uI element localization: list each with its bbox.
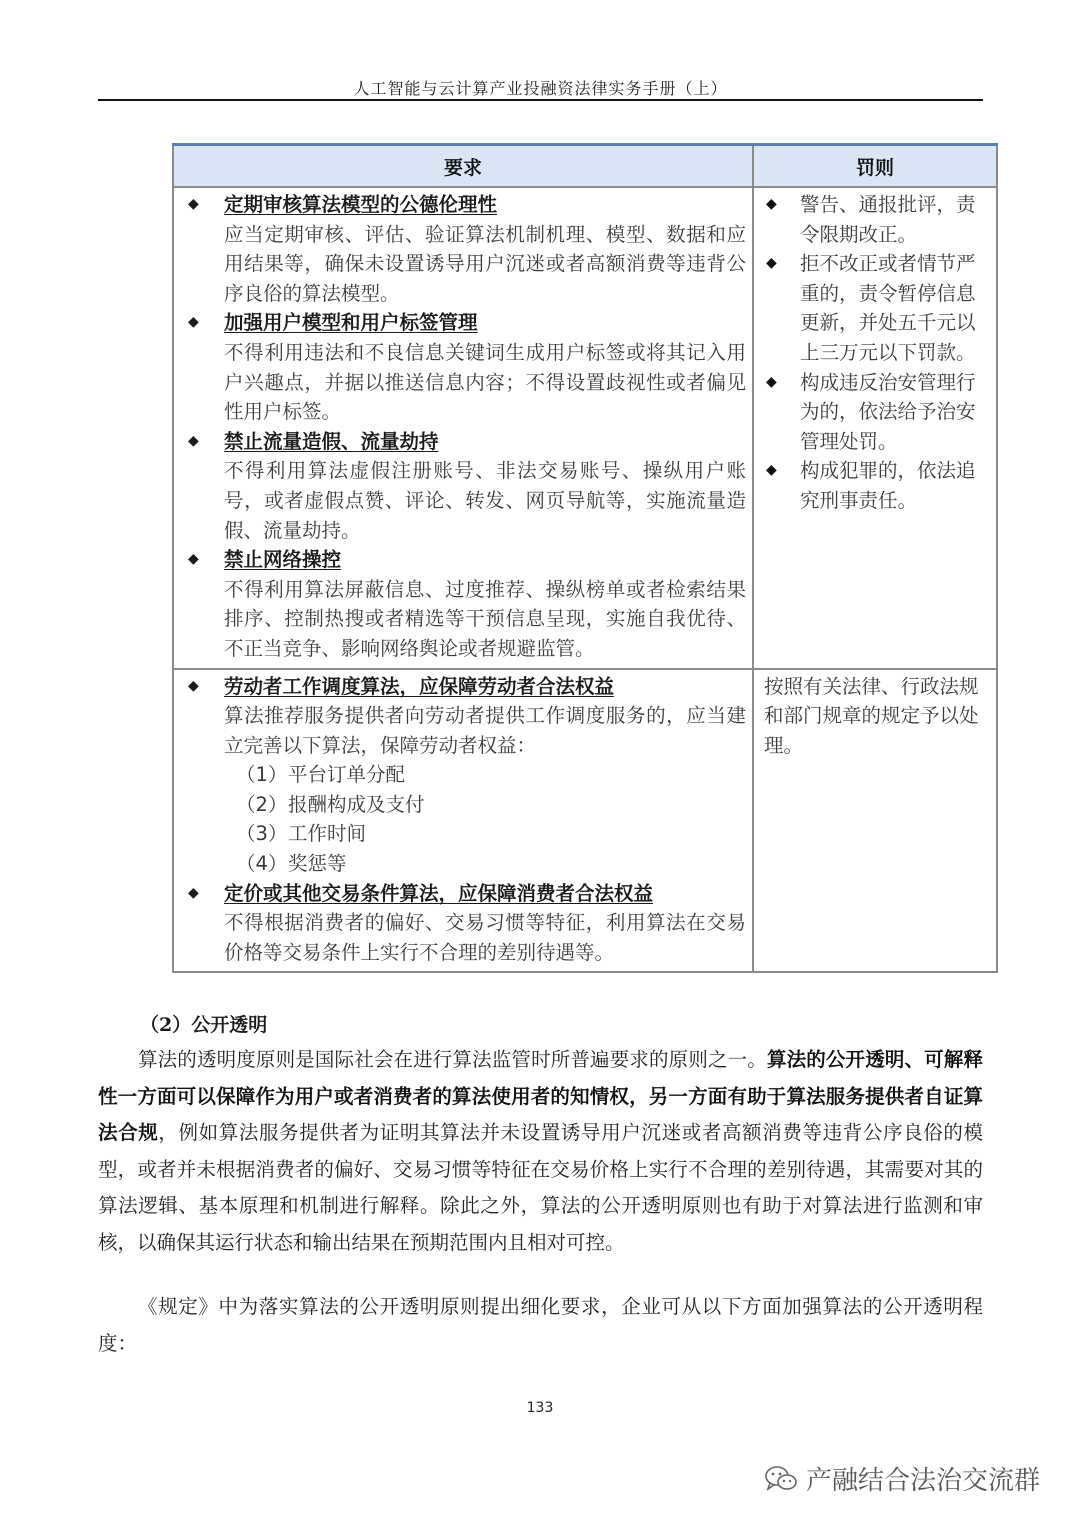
diamond-bullet-icon: ◆: [188, 196, 199, 212]
watermark-text: 产融结合法治交流群: [806, 1466, 1041, 1496]
requirement-item: [182, 672, 746, 879]
requirement-title: 劳动者工作调度算法，应保障劳动者合法权益: [224, 674, 615, 698]
diamond-bullet-icon: ◆: [188, 314, 199, 331]
diamond-bullet-icon: ◆: [188, 432, 199, 449]
requirement-title: 定期审核算法模型的公德伦理性: [224, 193, 498, 216]
diamond-bullet-icon: ◆: [188, 551, 199, 568]
table-header-penalties: 罚则: [753, 145, 997, 188]
requirement-item: [182, 427, 746, 545]
requirement-body: 不得利用算法屏蔽信息、过度推荐、操纵榜单或者检索结果排序、控制热搜或者精选等干预信息呈现，实施自我优待、不正当竞争、影响网络舆论或者规避监管。: [224, 577, 746, 660]
penalties-cell: [753, 669, 997, 973]
requirement-title: 禁止流量造假、流量劫持: [224, 429, 439, 453]
penalties-cell: [753, 187, 997, 669]
penalty-item: ◆ 构成犯罪的，依法追究刑事责任。: [762, 456, 990, 515]
diamond-bullet-icon: ◆: [766, 255, 777, 272]
requirement-body: 不得根据消费者的偏好、交易习惯等特征，利用算法在交易价格等交易条件上实行不合理的差别待遇等。: [224, 911, 746, 964]
requirement-title: 定价或其他交易条件算法，应保障消费者合法权益: [224, 881, 654, 905]
sub-item: （4）奖惩等: [236, 852, 347, 876]
penalty-item: ◆ 警告、通报批评，责令限期改正。: [762, 190, 990, 249]
requirement-body: 算法推荐服务提供者向劳动者提供工作调度服务的，应当建立完善以下算法，保障劳动者权益：: [224, 704, 746, 757]
diamond-bullet-icon: ◆: [766, 196, 777, 212]
paragraph: 《规定》中为落实算法的公开透明原则提出细化要求，企业可从以下方面加强算法的公开透明程度：: [98, 1295, 983, 1355]
paragraph: 算法的透明度原则是国际社会在进行算法监管时所普遍要求的原则之一。算法的公开透明、可解释性一方面可以保障作为用户或者消费者的算法使用者的知情权，另一方面有助于算法服务提供者自证算法合规，例如算法服务提供者为证明其算法并未设置诱导用户沉迷或者高额消费等违背公序良俗的模型，或者并未根据消费者的偏好、交易习惯等特征在交易价格上实行不合理的差别待遇，其需要对其的算法逻辑、基本原理和机制进行解释。除此之外，算法的公开透明原则也有助于对算法进行监测和审核，以确保其运行状态和输出结果在预期范围内且相对可控。: [98, 1048, 983, 1254]
header-rule: [98, 99, 983, 101]
penalty-item: ◆ 构成违反治安管理行为的，依法给予治安管理处罚。: [762, 368, 990, 457]
sub-item: （3）工作时间: [236, 822, 367, 846]
requirements-cell: [173, 187, 753, 669]
requirement-body: 不得利用算法虚假注册账号、非法交易账号、操纵用户账号，或者虚假点赞、评论、转发、网页导航等，实施流量造假、流量劫持。: [224, 459, 746, 542]
diamond-bullet-icon: ◆: [188, 884, 199, 901]
diamond-bullet-icon: ◆: [766, 462, 777, 479]
watermark: [764, 1460, 1040, 1497]
penalty-text: 按照有关法律、行政法规和部门规章的规定予以处理。: [764, 674, 979, 757]
table-row: [173, 669, 997, 973]
requirement-body: 不得利用违法和不良信息关键词生成用户标签或将其记入用户兴趣点，并据以推送信息内容；不得设置歧视性或者偏见性用户标签。: [224, 340, 746, 424]
requirement-item: [182, 308, 746, 426]
requirement-item: [182, 190, 746, 308]
sub-item: （2）报酬构成及支付: [236, 792, 425, 816]
diamond-bullet-icon: ◆: [766, 373, 777, 390]
wechat-icon: [764, 1464, 798, 1494]
penalty-item: ◆ 拒不改正或者情节严重的，责令暂停信息更新，并处五千元以上三万元以下罚款。: [762, 249, 990, 367]
table-header-requirements: 要求: [173, 145, 753, 188]
running-header: 人工智能与云计算产业投融资法律实务手册（上）: [353, 79, 728, 98]
requirement-item: [182, 545, 746, 663]
sub-item: （1）平台订单分配: [236, 763, 406, 787]
requirement-title: 禁止网络操控: [224, 548, 342, 572]
table-row: [173, 187, 997, 669]
requirement-title: 加强用户模型和用户标签管理: [224, 311, 478, 335]
section-heading: （2）公开透明: [140, 1014, 268, 1036]
diamond-bullet-icon: ◆: [188, 677, 199, 694]
requirement-item: [182, 879, 746, 968]
requirement-body: 应当定期审核、评估、验证算法机制机理、模型、数据和应用结果等，确保未设置诱导用户沉迷或者高额消费等违背公序良俗的算法模型。: [224, 222, 746, 305]
page-number: 133: [526, 1400, 554, 1416]
requirements-table: [172, 143, 998, 973]
requirements-cell: [173, 669, 753, 973]
